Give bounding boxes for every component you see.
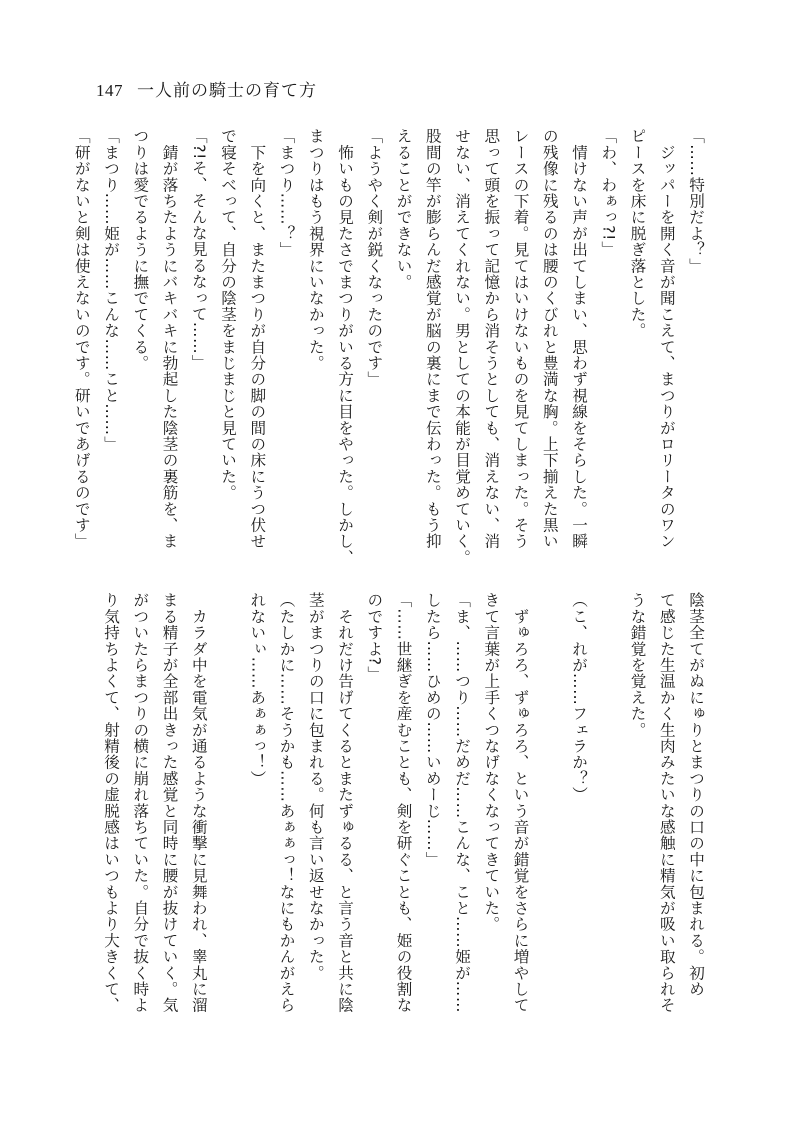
text-line: 思って頭を振って記憶から消そうとしても、消えない、消	[482, 128, 501, 550]
text-line: うな錯覚を覚えた。	[628, 592, 647, 738]
text-line: まつりはもう視界にいなかった。	[306, 128, 325, 371]
text-line: 下を向くと、またまつりが自分の脚の間の床にうつ伏せ	[248, 128, 267, 550]
text-line: れないぃ……あぁぁっ！）	[248, 592, 267, 787]
text-line: り気持ちよくて、射精後の虚脱感はいつもより大きくて、	[102, 592, 120, 1014]
text-line: がついたらまつりの横に崩れ落ちていた。自分で抜く時よ	[131, 592, 150, 1014]
text-line: で寝そべって、自分の陰茎をまじまじと見ていた。	[219, 128, 237, 501]
text-line: つりは愛でるように撫でてくる。	[131, 128, 150, 371]
text-line: レースの下着。見てはいけないものを見てしまった。そう	[511, 128, 530, 550]
text-line	[535, 592, 564, 1008]
text-line: 陰茎全てがぬにゅりとまつりの口の中に包まれる。初め	[687, 592, 705, 997]
text-line: の残像に残るのは腰のくびれと豊満な胸。上下揃えた黒い	[540, 128, 559, 550]
text-line: ジッパーを開く音が聞こえて、まつりがロリータのワン	[657, 128, 676, 550]
text-line: 「研がないと剣は使えないのです。研いであげるのです」	[72, 128, 91, 550]
text-line: 「わ、わぁっ?!」	[599, 128, 618, 258]
text-line: 「まつり……？」	[277, 128, 296, 258]
text-line: 怖いもの見たさでまつりがいる方に目をやった。しかし、	[336, 128, 354, 566]
text-line: 「ようやく剣が鋭くなったのです」	[365, 128, 384, 388]
text-line: それだけ告げてくるとまたずゅるる、と言う音と共に陰	[336, 592, 354, 1014]
text-line: て感じた生温かく生肉みたいな感触に精気が吸い取られそ	[657, 592, 676, 1014]
text-line: （たしかに……そうかも……あぁぁっ！なにもかんがえら	[277, 592, 296, 1014]
text-line: 錆が落ちたようにバキバキに勃起した陰茎の裏筋を、ま	[160, 128, 179, 550]
text-line: 「まつり……姫が……こんな……こと……」	[102, 128, 120, 452]
text-line: ずゅろろ、ずゅろろ、という音が錯覚をさらに増やして	[511, 592, 530, 1014]
text-line: したら……ひめの……いめーじ……」	[423, 592, 442, 868]
text-line: 情けない声が出てしまい、思わず視線をそらした。一瞬	[570, 128, 588, 550]
text-line: のですよ?」	[365, 592, 384, 682]
text-line: えることができない。	[394, 128, 413, 290]
text-line: 「……世継ぎを産むことも、剣を研ぐことも、姫の役割な	[394, 592, 413, 1014]
text-line: せない、消えてくれない。男としての本能が目覚めていく。	[453, 128, 471, 566]
book-title: 一人前の騎士の育て方	[137, 81, 317, 101]
text-line: 「ま、……つり……だめだ……こんな、こと……姫が……	[453, 592, 471, 1014]
text-line: 「?!そ、そんな見るなって……」	[189, 128, 208, 371]
text-line: カラダ中を電気が通るような衝撃に見舞われ、睾丸に溜	[189, 592, 208, 1014]
text-line: ピースを床に脱ぎ落とした。	[628, 128, 647, 339]
page-number: 147	[96, 81, 123, 100]
text-block-top	[72, 128, 710, 566]
text-line: きて言葉が上手くつなげなくなってきていた。	[482, 592, 501, 933]
text-line: （こ、れが……フェラか？）	[570, 592, 588, 803]
text-block-bottom	[88, 592, 710, 1014]
text-line	[593, 592, 622, 1008]
text-line	[213, 592, 242, 1008]
text-line: まる精子が全部出きった感覚と同時に腰が抜けていく。気	[160, 592, 179, 1014]
text-line: 茎がまつりの口に包まれる。何も言い返せなかった。	[306, 592, 325, 981]
running-header	[96, 76, 317, 102]
text-line: 「……特別だよ？」	[687, 128, 705, 274]
text-line: 股間の竿が膨らんだ感覚が脳の裏にまで伝わった。もう抑	[423, 128, 442, 550]
